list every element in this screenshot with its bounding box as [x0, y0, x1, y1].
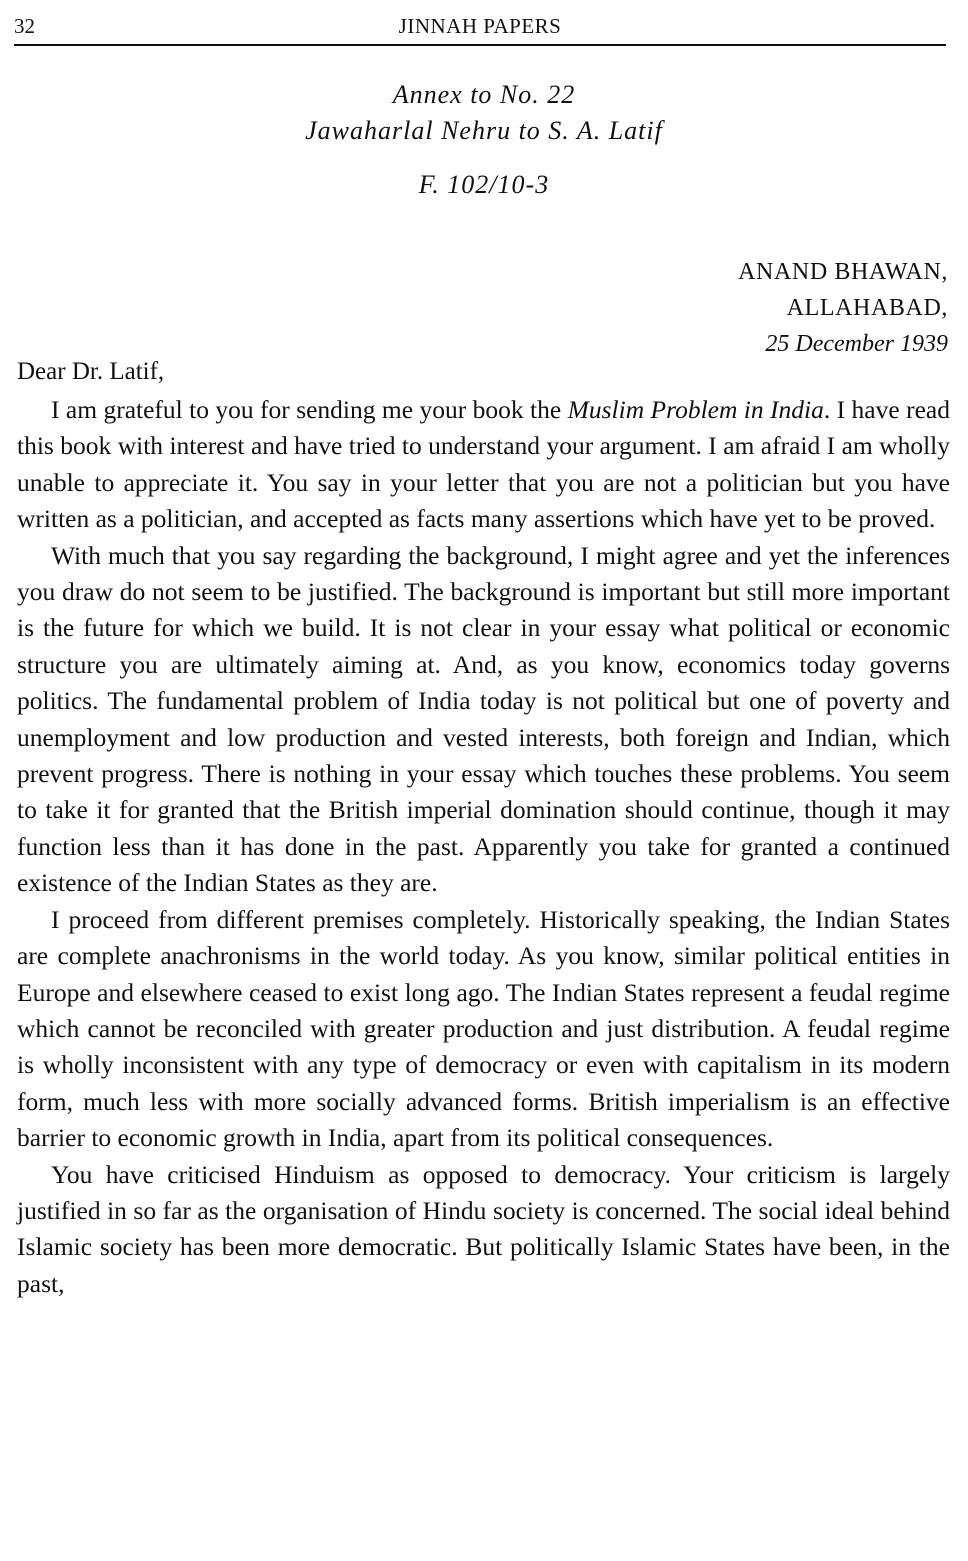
paragraph-1-text-a: I am grateful to you for sending me your book the [51, 395, 568, 424]
paragraph-4: You have criticised Hinduism as opposed to democracy. Your criticism is largely justified in so far as the organisation of Hindu society is concerned. The social ideal behind Islamic society has been more democratic. But politically Islamic States have been, in the past, [17, 1159, 950, 1298]
paragraph-1-text-b: . I have read this book with interest and have tried to understand your argument. I am afraid I am wholly unable to appreciate it. You say in your letter that you are not a politician but you have written as a politician, and accepted as facts many assertions which have yet to be proved. [17, 395, 950, 534]
paragraph-2: With much that you say regarding the background, I might agree and yet the inferences you draw do not seem to be justified. The background is important but still more important is the future for which we build. It is not clear in your essay what political or economic structure you are ultimately aiming at. And, as you know, economics today governs politics. The fundamental problem of India today is not political but one of poverty and unemployment and low production and vested interests, both foreign and Indian, which prevent progress. There is nothing in your essay which touches these problems. You seem to take it for granted that the British imperial domination should continue, though it may function less than it has done in the past. Apparently you take for granted a continued existence of the Indian States as they are. [17, 540, 950, 898]
salutation: Dear Dr. Latif, [17, 358, 165, 385]
letter-date: 25 December 1939 [765, 331, 948, 357]
page-header [14, 8, 946, 46]
annex-title: Annex to No. 22 [392, 80, 576, 109]
annex-subtitle: Jawaharlal Nehru to S. A. Latif [305, 116, 663, 145]
letter-address [738, 254, 948, 362]
page-number: 32 [14, 14, 35, 38]
book-title: Muslim Problem in India [567, 395, 824, 424]
paragraph-1 [17, 392, 950, 538]
letter-body [17, 392, 950, 1302]
running-title: JINNAH PAPERS [398, 14, 562, 38]
address-line-2: ALLAHABAD, [786, 295, 948, 321]
address-line-1: ANAND BHAWAN, [738, 259, 948, 285]
paragraph-3: I proceed from different premises completely. Historically speaking, the Indian States are complete anachronisms in the world today. As you know, similar political entities in Europe and elsewhere ceased to exist long ago. The Indian States represent a feudal regime which cannot be reconciled with greater production and just distribution. A feudal regime is wholly inconsistent with any type of democracy or even with capitalism in its modern form, much less with more socially advanced forms. British imperialism is an effective barrier to economic growth in India, apart from its political consequences. [17, 904, 950, 1153]
file-reference: F. 102/10-3 [418, 170, 550, 199]
